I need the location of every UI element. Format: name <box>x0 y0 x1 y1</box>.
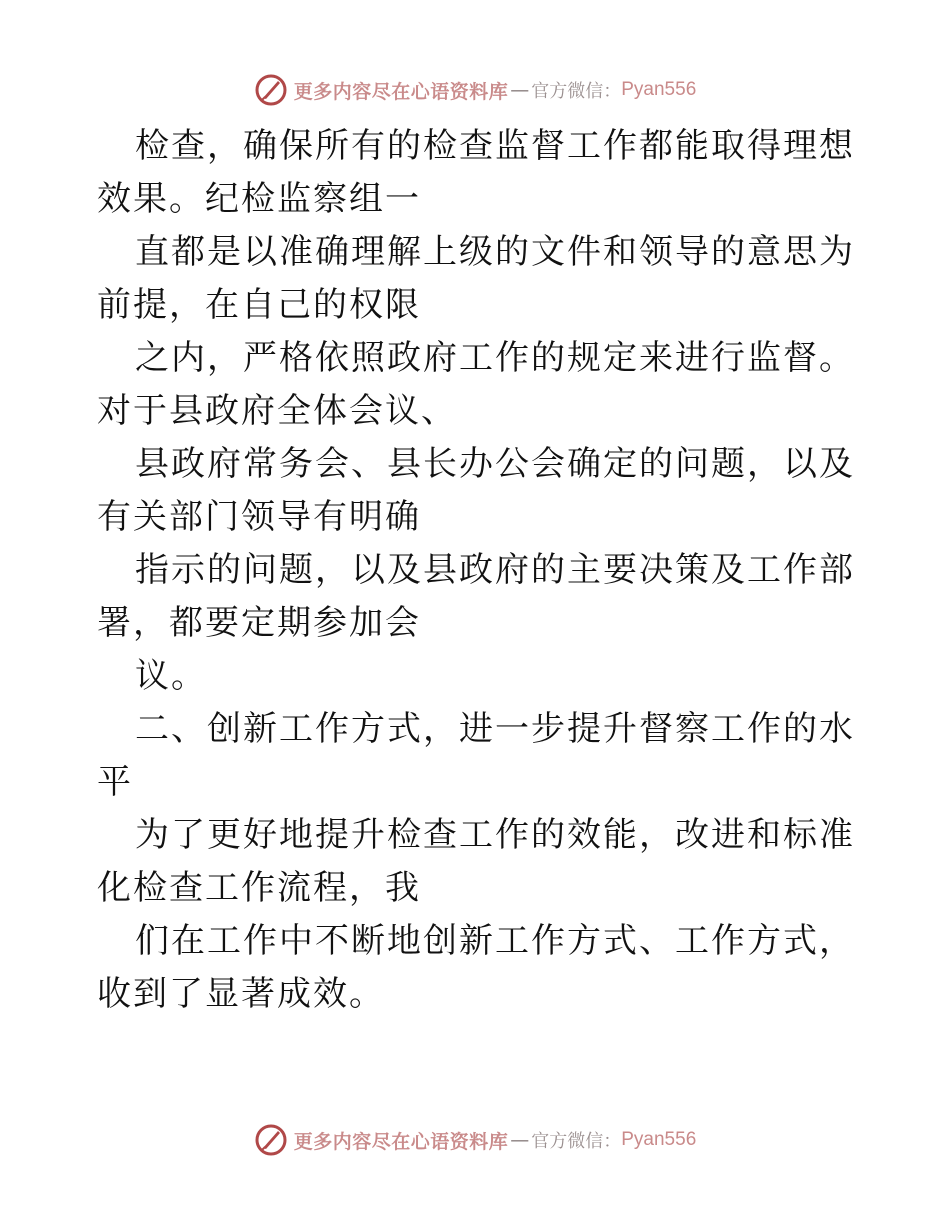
paragraph: 县政府常务会、县长办公会确定的问题，以及有关部门领导有明确 <box>97 444 855 537</box>
watermark-main-text: 更多内容尽在心语资料库 <box>293 80 509 103</box>
document-body <box>97 120 857 1021</box>
watermark-sub-text: 官方微信： <box>531 1131 622 1152</box>
paragraph: 们在工作中不断地创新工作方式、工作方式，收到了显著成效。 <box>97 921 855 1014</box>
watermark-sub-text: 官方微信： <box>531 81 622 102</box>
paragraph: 检查，确保所有的检查监督工作都能取得理想效果。纪检监察组一 <box>97 126 855 219</box>
watermark-id: Pyan556 <box>621 79 697 100</box>
watermark-main-text: 更多内容尽在心语资料库 <box>293 1130 509 1153</box>
paragraph: 为了更好地提升检查工作的效能，改进和标准化检查工作流程，我 <box>97 815 855 908</box>
paragraph: 直都是以准确理解上级的文件和领导的意思为前提，在自己的权限 <box>97 232 855 325</box>
watermark-id: Pyan556 <box>621 1129 697 1150</box>
paragraph: 之内，严格依照政府工作的规定来进行监督。对于县政府全体会议、 <box>97 338 855 431</box>
quill-logo-icon <box>254 1123 288 1157</box>
watermark-separator: — <box>510 1129 530 1151</box>
footer-watermark <box>0 1120 950 1160</box>
quill-logo-icon <box>254 73 288 107</box>
section-heading: 二、创新工作方式，进一步提升督察工作的水平 <box>97 709 855 802</box>
header-watermark <box>0 70 950 110</box>
paragraph: 指示的问题，以及县政府的主要决策及工作部署，都要定期参加会 <box>97 550 855 643</box>
watermark-separator: — <box>510 79 530 101</box>
paragraph: 议。 <box>135 656 207 696</box>
